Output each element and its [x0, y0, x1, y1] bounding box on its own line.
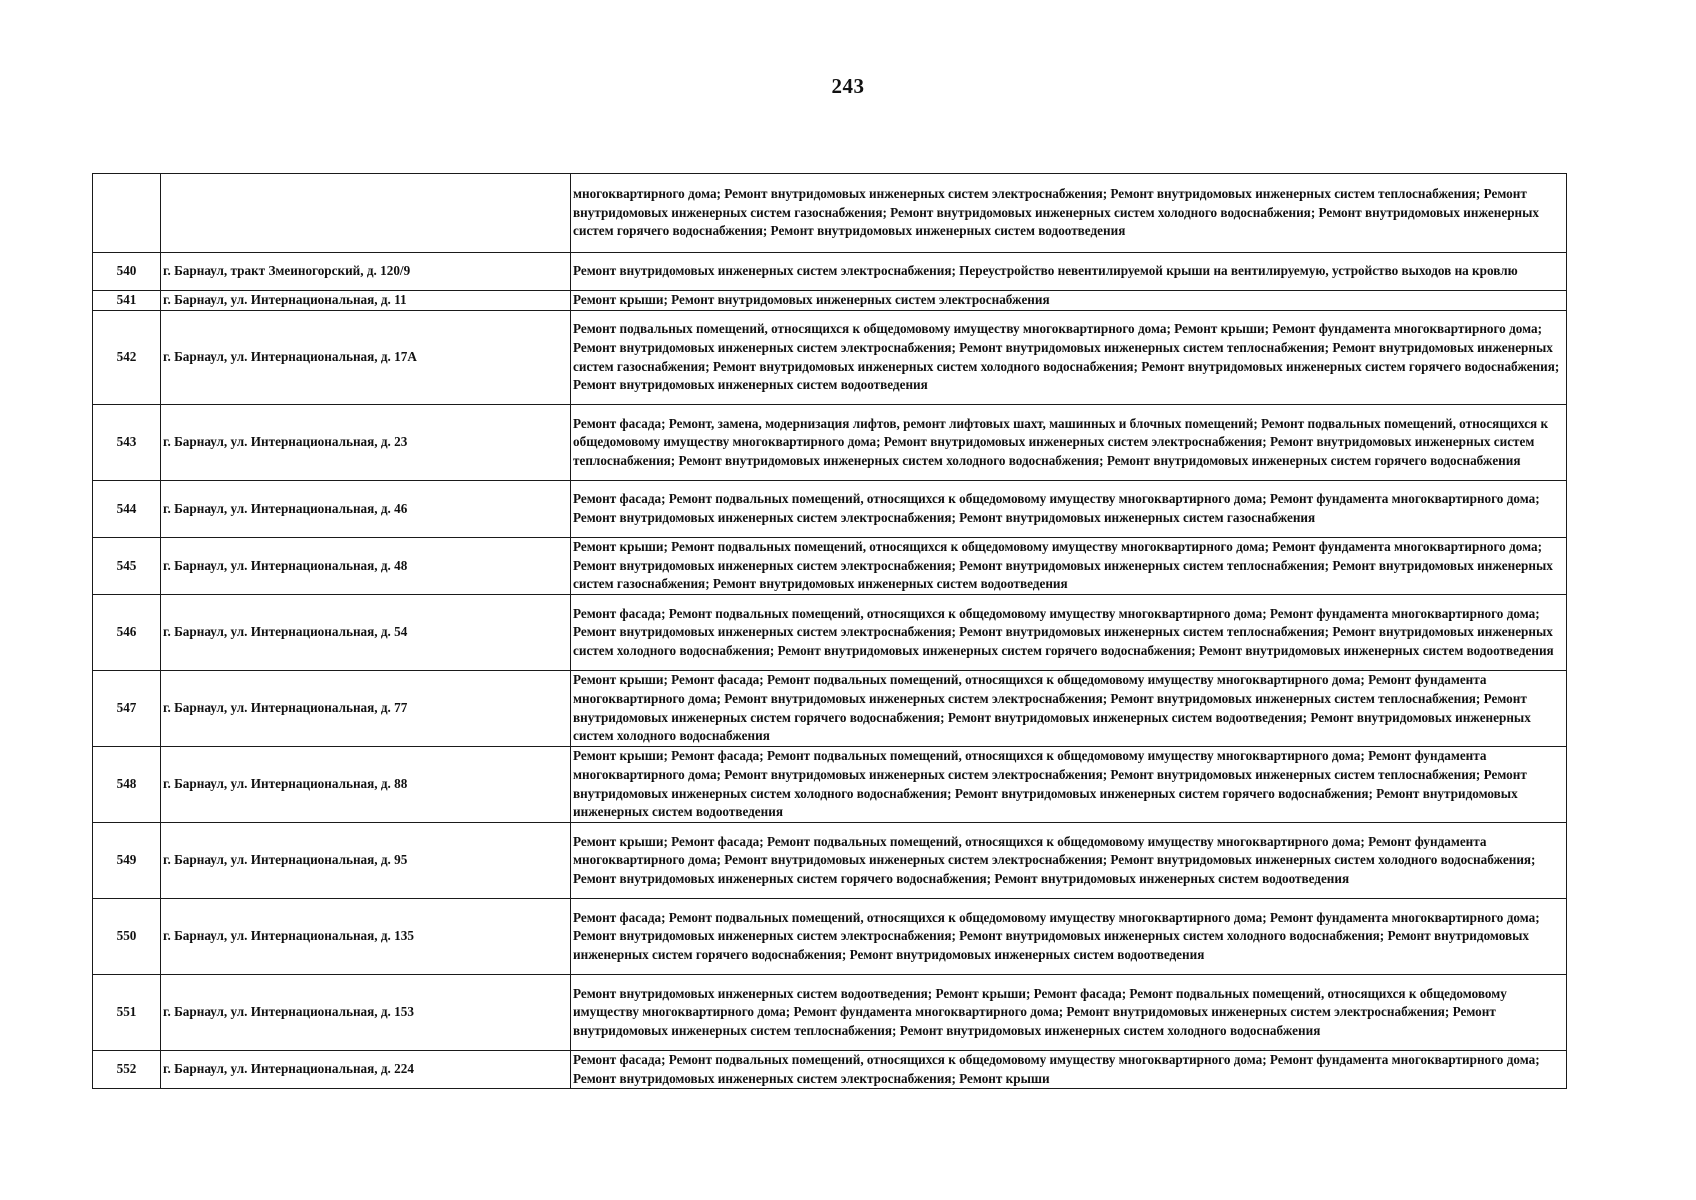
- table-row: [93, 975, 1567, 1051]
- row-number-cell: 549: [93, 823, 161, 899]
- works-cell: Ремонт крыши; Ремонт фасада; Ремонт подвальных помещений, относящихся к общедомовому имуществу многоквартирного дома; Ремонт фундамента многоквартирного дома; Ремонт внутридомовых инженерных систем электроснабжения; Ремонт внутридомовых инженерных систем теплоснабжения; Ремонт внутридомовых инженерных систем горячего водоснабжения; Ремонт внутридомовых инженерных систем водоотведения; Ремонт внутридомовых инженерных систем холодного водоснабжения: [571, 671, 1567, 747]
- row-number-cell: 552: [93, 1051, 161, 1089]
- works-cell: Ремонт фасада; Ремонт подвальных помещений, относящихся к общедомовому имуществу многоквартирного дома; Ремонт фундамента многоквартирного дома; Ремонт внутридомовых инженерных систем электроснабжения; Ремонт внутридомовых инженерных систем холодного водоснабжения; Ремонт внутридомовых инженерных систем горячего водоснабжения; Ремонт внутридомовых инженерных систем водоотведения: [571, 899, 1567, 975]
- table-row: [93, 747, 1567, 823]
- address-cell: г. Барнаул, ул. Интернациональная, д. 23: [161, 405, 571, 481]
- works-cell: Ремонт внутридомовых инженерных систем водоотведения; Ремонт крыши; Ремонт фасада; Ремонт подвальных помещений, относящихся к общедомовому имуществу многоквартирного дома; Ремонт фундамента многоквартирного дома; Ремонт внутридомовых инженерных систем электроснабжения; Ремонт внутридомовых инженерных систем теплоснабжения; Ремонт внутридомовых инженерных систем холодного водоснабжения: [571, 975, 1567, 1051]
- address-cell: г. Барнаул, ул. Интернациональная, д. 77: [161, 671, 571, 747]
- row-number-cell: 545: [93, 538, 161, 595]
- row-number-cell: [93, 174, 161, 253]
- works-cell: Ремонт подвальных помещений, относящихся к общедомовому имуществу многоквартирного дома; Ремонт крыши; Ремонт фундамента многоквартирного дома; Ремонт внутридомовых инженерных систем электроснабжения; Ремонт внутридомовых инженерных систем теплоснабжения; Ремонт внутридомовых инженерных систем газоснабжения; Ремонт внутридомовых инженерных систем холодного водоснабжения; Ремонт внутридомовых инженерных систем горячего водоснабжения; Ремонт внутридомовых инженерных систем водоотведения: [571, 311, 1567, 405]
- works-cell: Ремонт крыши; Ремонт подвальных помещений, относящихся к общедомовому имуществу многоквартирного дома; Ремонт фундамента многоквартирного дома; Ремонт внутридомовых инженерных систем электроснабжения; Ремонт внутридомовых инженерных систем теплоснабжения; Ремонт внутридомовых инженерных систем газоснабжения; Ремонт внутридомовых инженерных систем водоотведения: [571, 538, 1567, 595]
- table-row: [93, 174, 1567, 253]
- row-number-cell: 546: [93, 595, 161, 671]
- table-row: [93, 481, 1567, 538]
- address-cell: г. Барнаул, ул. Интернациональная, д. 88: [161, 747, 571, 823]
- works-cell: Ремонт крыши; Ремонт фасада; Ремонт подвальных помещений, относящихся к общедомовому имуществу многоквартирного дома; Ремонт фундамента многоквартирного дома; Ремонт внутридомовых инженерных систем электроснабжения; Ремонт внутридомовых инженерных систем холодного водоснабжения; Ремонт внутридомовых инженерных систем горячего водоснабжения; Ремонт внутридомовых инженерных систем водоотведения: [571, 823, 1567, 899]
- table-row: [93, 899, 1567, 975]
- table-row: [93, 538, 1567, 595]
- works-cell: Ремонт фасада; Ремонт подвальных помещений, относящихся к общедомовому имуществу многоквартирного дома; Ремонт фундамента многоквартирного дома; Ремонт внутридомовых инженерных систем электроснабжения; Ремонт внутридомовых инженерных систем газоснабжения: [571, 481, 1567, 538]
- address-cell: г. Барнаул, тракт Змеиногорский, д. 120/9: [161, 253, 571, 291]
- address-cell: г. Барнаул, ул. Интернациональная, д. 224: [161, 1051, 571, 1089]
- registry-table-body: [93, 174, 1567, 1089]
- works-cell: Ремонт фасада; Ремонт подвальных помещений, относящихся к общедомовому имуществу многоквартирного дома; Ремонт фундамента многоквартирного дома; Ремонт внутридомовых инженерных систем электроснабжения; Ремонт внутридомовых инженерных систем теплоснабжения; Ремонт внутридомовых инженерных систем холодного водоснабжения; Ремонт внутридомовых инженерных систем горячего водоснабжения; Ремонт внутридомовых инженерных систем водоотведения: [571, 595, 1567, 671]
- works-cell: Ремонт фасада; Ремонт подвальных помещений, относящихся к общедомовому имуществу многоквартирного дома; Ремонт фундамента многоквартирного дома; Ремонт внутридомовых инженерных систем электроснабжения; Ремонт крыши: [571, 1051, 1567, 1089]
- row-number-cell: 548: [93, 747, 161, 823]
- row-number-cell: 540: [93, 253, 161, 291]
- row-number-cell: 550: [93, 899, 161, 975]
- address-cell: г. Барнаул, ул. Интернациональная, д. 153: [161, 975, 571, 1051]
- row-number-cell: 547: [93, 671, 161, 747]
- address-cell: г. Барнаул, ул. Интернациональная, д. 95: [161, 823, 571, 899]
- works-cell: Ремонт фасада; Ремонт, замена, модернизация лифтов, ремонт лифтовых шахт, машинных и блочных помещений; Ремонт подвальных помещений, относящихся к общедомовому имуществу многоквартирного дома; Ремонт внутридомовых инженерных систем электроснабжения; Ремонт внутридомовых инженерных систем теплоснабжения; Ремонт внутридомовых инженерных систем холодного водоснабжения; Ремонт внутридомовых инженерных систем горячего водоснабжения: [571, 405, 1567, 481]
- address-cell: г. Барнаул, ул. Интернациональная, д. 135: [161, 899, 571, 975]
- works-cell: Ремонт крыши; Ремонт фасада; Ремонт подвальных помещений, относящихся к общедомовому имуществу многоквартирного дома; Ремонт фундамента многоквартирного дома; Ремонт внутридомовых инженерных систем электроснабжения; Ремонт внутридомовых инженерных систем теплоснабжения; Ремонт внутридомовых инженерных систем холодного водоснабжения; Ремонт внутридомовых инженерных систем горячего водоснабжения; Ремонт внутридомовых инженерных систем водоотведения: [571, 747, 1567, 823]
- row-number-cell: 541: [93, 291, 161, 311]
- table-row: [93, 311, 1567, 405]
- row-number-cell: 544: [93, 481, 161, 538]
- table-row: [93, 671, 1567, 747]
- table-row: [93, 405, 1567, 481]
- address-cell: г. Барнаул, ул. Интернациональная, д. 48: [161, 538, 571, 595]
- row-number-cell: 543: [93, 405, 161, 481]
- row-number-cell: 551: [93, 975, 161, 1051]
- repair-registry-table: [92, 173, 1567, 1089]
- table-row: [93, 1051, 1567, 1089]
- address-cell: г. Барнаул, ул. Интернациональная, д. 11: [161, 291, 571, 311]
- table-row: [93, 291, 1567, 311]
- table-row: [93, 253, 1567, 291]
- table-row: [93, 823, 1567, 899]
- address-cell: г. Барнаул, ул. Интернациональная, д. 17А: [161, 311, 571, 405]
- address-cell: г. Барнаул, ул. Интернациональная, д. 46: [161, 481, 571, 538]
- works-cell: Ремонт внутридомовых инженерных систем электроснабжения; Переустройство невентилируемой крыши на вентилируемую, устройство выходов на кровлю: [571, 253, 1567, 291]
- page-number: 243: [831, 74, 865, 98]
- table-row: [93, 595, 1567, 671]
- row-number-cell: 542: [93, 311, 161, 405]
- works-cell: многоквартирного дома; Ремонт внутридомовых инженерных систем электроснабжения; Ремонт внутридомовых инженерных систем теплоснабжения; Ремонт внутридомовых инженерных систем газоснабжения; Ремонт внутридомовых инженерных систем холодного водоснабжения; Ремонт внутридомовых инженерных систем горячего водоснабжения; Ремонт внутридомовых инженерных систем водоотведения: [571, 174, 1567, 253]
- address-cell: г. Барнаул, ул. Интернациональная, д. 54: [161, 595, 571, 671]
- works-cell: Ремонт крыши; Ремонт внутридомовых инженерных систем электроснабжения: [571, 291, 1567, 311]
- address-cell: [161, 174, 571, 253]
